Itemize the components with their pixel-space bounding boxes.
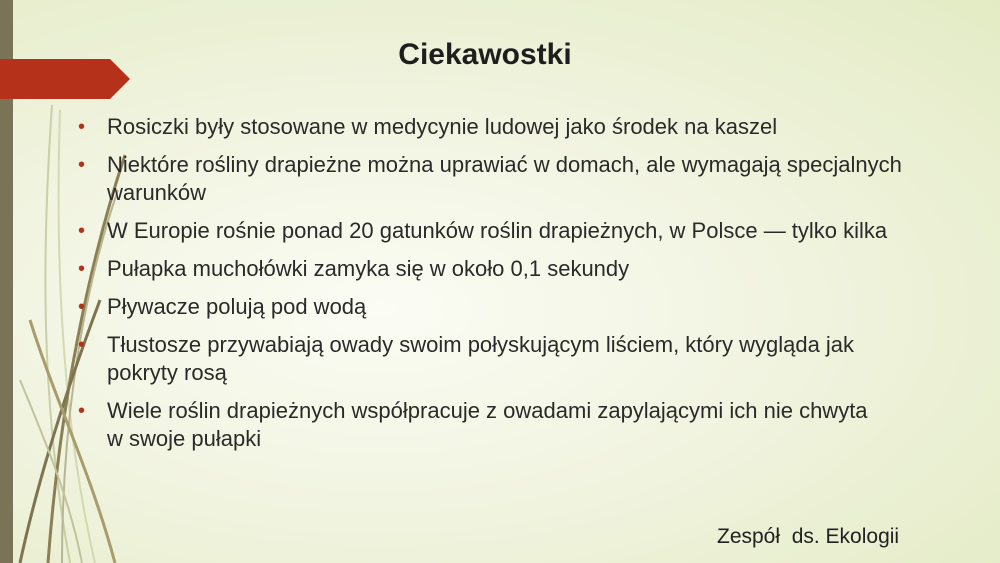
list-item [78, 217, 1000, 245]
list-item [78, 397, 1000, 453]
bullet-text: Wiele roślin drapieżnych współpracuje z owadami zapylającymi ich nie chwyta w swoje pułapki [107, 398, 868, 451]
bullet-list [78, 113, 1000, 463]
bullet-text: Niektóre rośliny drapieżne można uprawiać w domach, ale wymagają specjalnych warunków [107, 152, 902, 205]
bullet-icon: • [78, 258, 86, 280]
bullet-icon: • [78, 154, 86, 176]
bullet-text: Pływacze polują pod wodą [107, 294, 367, 319]
list-item [78, 293, 1000, 321]
list-item [78, 255, 1000, 283]
bullet-text: Pułapka muchołówki zamyka się w około 0,1 sekundy [107, 256, 630, 281]
bullet-text: Tłustosze przywabiają owady swoim połyskującym liściem, który wygląda jak pokryty rosą [107, 332, 855, 385]
bullet-icon: • [78, 116, 86, 138]
list-item [78, 113, 1000, 141]
footer-credit: Zespół ds. Ekologii [717, 525, 900, 548]
bullet-icon: • [78, 296, 86, 318]
bullet-icon: • [78, 220, 86, 242]
bullet-text: W Europie rośnie ponad 20 gatunków roślin drapieżnych, w Polsce — tylko kilka [107, 218, 888, 243]
bullet-icon: • [78, 400, 86, 422]
bullet-icon: • [78, 334, 86, 356]
list-item [78, 331, 1000, 387]
bullet-text: Rosiczki były stosowane w medycynie ludowej jako środek na kaszel [107, 114, 778, 139]
slide-title: Ciekawostki [398, 38, 572, 71]
list-item [78, 151, 1000, 207]
